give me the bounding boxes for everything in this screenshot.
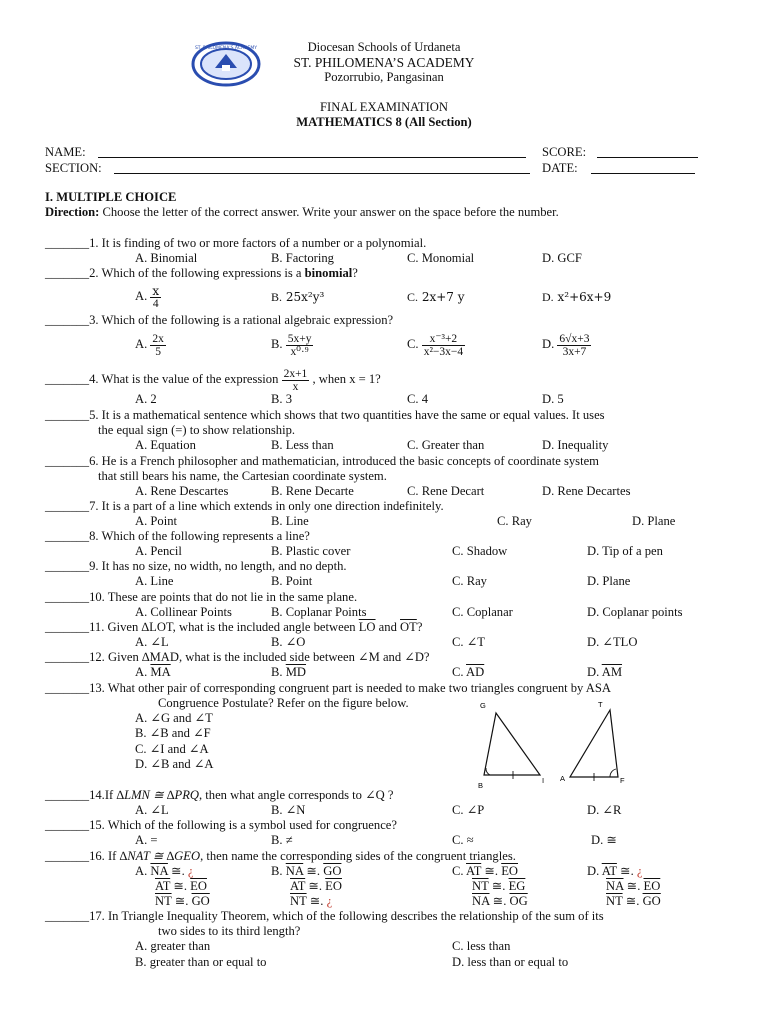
q16-option-d: D. $\overline{AT}$ ≅. ¿ (587, 864, 643, 878)
school-location: Pozorrubio, Pangasinan (324, 70, 444, 84)
q16-option-c: C. $\overline{AT}$ ≅. $\overline{EO}$ (452, 864, 518, 878)
q13-option-a: A. ∠G and ∠T (135, 711, 213, 725)
question-6-cont: that still bears his name, the Cartesian coordinate system. (98, 469, 387, 483)
q4-option-b: B. 3 (271, 392, 292, 406)
date-label: DATE: (542, 161, 578, 175)
diocese-name: Diocesan Schools of Urdaneta (307, 40, 461, 54)
q3-option-c: C. $\frac{\text{x⁻³+2}}{\text{x²−3x−4}}$ (407, 332, 464, 358)
q8-option-b: B. Plastic cover (271, 544, 351, 558)
q11-option-c: C. ∠T (452, 635, 485, 649)
q11-option-d: D. ∠TLO (587, 635, 638, 649)
section-label: SECTION: (45, 161, 102, 175)
q17-option-b: B. greater than or equal to (135, 955, 267, 969)
q6-option-d: D. Rene Decartes (542, 484, 631, 498)
q17-option-a: A. greater than (135, 939, 211, 953)
q13-option-d: D. ∠B and ∠A (135, 757, 214, 771)
q7-option-a: A. Point (135, 514, 177, 528)
q8-option-d: D. Tip of a pen (587, 544, 663, 558)
q2-option-b: B. 25x²y³ (271, 290, 325, 304)
q5-option-d: D. Inequality (542, 438, 609, 452)
q5-option-b: B. Less than (271, 438, 334, 452)
q15-option-a: A. = (135, 833, 158, 847)
q16-option-b-line-3: $\overline{NT}$ ≅. ¿ (290, 894, 333, 908)
q5-option-a: A. Equation (135, 438, 196, 452)
question-1: _______1. It is finding of two or more factors of a number or a polynomial. (45, 236, 427, 250)
part-title: I. MULTIPLE CHOICE (45, 190, 177, 204)
vertex-label-b: B (478, 781, 484, 790)
q9-option-b: B. Point (271, 574, 313, 588)
question-5: _______5. It is a mathematical sentence which shows that two quantities have the same or equal values. It uses (45, 408, 605, 422)
exam-title: FINAL EXAMINATION (320, 100, 448, 114)
triangle-gbi (478, 701, 544, 790)
question-13: _______13. What other pair of corresponding congruent part is needed to make two triangles congruent by ASA (45, 681, 611, 695)
score-field[interactable] (597, 157, 698, 158)
q14-option-b: B. ∠N (271, 803, 306, 817)
q16-option-c-line-3: $\overline{NA}$ ≅. $\overline{OG}$ (472, 894, 528, 908)
vertex-label-t: T (598, 700, 603, 709)
q14-option-c: C. ∠P (452, 803, 485, 817)
q10-option-a: A. Collinear Points (135, 605, 232, 619)
q10-option-b: B. Coplanar Points (271, 605, 367, 619)
svg-text:ST. PHILOMENA'S ACADEMY: ST. PHILOMENA'S ACADEMY (194, 46, 258, 51)
q12-option-c: C. $\overline{AD}$ (452, 665, 485, 679)
q3-option-d: D. $\frac{6√x+3}{3x+7}$ (542, 332, 590, 358)
q6-option-a: A. Rene Descartes (135, 484, 229, 498)
q4-option-c: C. 4 (407, 392, 428, 406)
q16-option-d-line-3: $\overline{NT}$ ≅. $\overline{GO}$ (606, 894, 661, 908)
question-2: _______2. Which of the following expressions is a binomial? (45, 266, 358, 280)
q3-option-b: B. $\frac{5x+y}{\text{x⁰·⁹}}$ (271, 332, 312, 358)
score-label: SCORE: (542, 145, 587, 159)
q16-option-c-line-2: $\overline{NT}$ ≅. $\overline{EG}$ (472, 879, 526, 893)
congruent-triangles-figure (476, 697, 636, 793)
vertex-label-f: F (620, 776, 625, 785)
q6-option-c: C. Rene Decart (407, 484, 485, 498)
question-4: _______4. What is the value of the expression $\frac{2x+1}{x}$ , when x = 1? (45, 367, 381, 393)
q9-option-a: A. Line (135, 574, 174, 588)
school-name: ST. PHILOMENA’S ACADEMY (293, 55, 475, 70)
exam-subject: MATHEMATICS 8 (All Section) (296, 115, 472, 129)
q3-option-a: A. $\frac{2x}{5}$ (135, 332, 164, 358)
name-label: NAME: (45, 145, 86, 159)
question-11: _______11. Given ∆LOT, what is the included angle between $\overline{LO}$ and $\overline{OT}$? (45, 620, 423, 634)
q9-option-c: C. Ray (452, 574, 487, 588)
question-17-cont: two sides to its third length? (158, 924, 301, 938)
q13-option-c: C. ∠I and ∠A (135, 742, 209, 756)
q15-option-b: B. ≠ (271, 833, 293, 847)
q17-option-d: D. less than or equal to (452, 955, 569, 969)
section-field[interactable] (114, 173, 530, 174)
q16-option-d-line-2: $\overline{NA}$ ≅. $\overline{EO}$ (606, 879, 661, 893)
triangle-taf (560, 700, 625, 785)
question-3: _______3. Which of the following is a rational algebraic expression? (45, 313, 394, 327)
q1-option-b: B. Factoring (271, 251, 334, 265)
vertex-label-a: A (560, 774, 566, 783)
q13-option-b: B. ∠B and ∠F (135, 726, 211, 740)
q1-option-a: A. Binomial (135, 251, 198, 265)
q16-option-b-line-2: $\overline{AT}$ ≅. $\overline{EO}$ (290, 879, 342, 893)
question-16: _______16. If ∆NAT ≅ ∆GEO, then name the corresponding sides of the congruent triangles. (45, 849, 516, 863)
question-17: _______17. In Triangle Inequality Theorem, which of the following describes the relationship of the sum of its (45, 909, 604, 923)
q11-option-a: A. ∠L (135, 635, 169, 649)
q17-option-c: C. less than (452, 939, 511, 953)
q8-option-c: C. Shadow (452, 544, 508, 558)
q16-option-a-line-2: $\overline{AT}$ ≅. $\overline{EO}$ (155, 879, 207, 893)
question-12: _______12. Given ∆MAD, what is the included side between ∠M and ∠D? (45, 650, 430, 664)
q7-option-d: D. Plane (632, 514, 676, 528)
question-7: _______7. It is a part of a line which extends in only one direction indefinitely. (45, 499, 444, 513)
vertex-label-i: I (542, 776, 545, 785)
q14-option-d: D. ∠R (587, 803, 622, 817)
question-9: _______9. It has no size, no width, no length, and no depth. (45, 559, 347, 573)
q2-option-d: D. x²+6x+9 (542, 290, 612, 304)
q14-option-a: A. ∠L (135, 803, 169, 817)
q2-option-a: A. $\frac{x}{4}$ (135, 283, 160, 310)
q7-option-b: B. Line (271, 514, 309, 528)
q9-option-d: D. Plane (587, 574, 631, 588)
q8-option-a: A. Pencil (135, 544, 182, 558)
q12-option-b: B. $\overline{MD}$ (271, 665, 307, 679)
q5-option-c: C. Greater than (407, 438, 485, 452)
question-15: _______15. Which of the following is a symbol used for congruence? (45, 818, 397, 832)
q16-option-a-line-3: $\overline{NT}$ ≅. $\overline{GO}$ (155, 894, 210, 908)
q15-option-d: D. ≅ (591, 833, 617, 847)
question-10: _______10. These are points that do not lie in the same plane. (45, 590, 358, 604)
q4-option-a: A. 2 (135, 392, 157, 406)
q10-option-c: C. Coplanar (452, 605, 513, 619)
question-8: _______8. Which of the following represents a line? (45, 529, 310, 543)
question-14: _______14.If ∆LMN ≅ ∆PRQ, then what angle corresponds to ∠Q ? (45, 788, 394, 802)
q7-option-c: C. Ray (497, 514, 532, 528)
q6-option-b: B. Rene Decarte (271, 484, 354, 498)
q15-option-c: C. ≈ (452, 833, 474, 847)
question-5-cont: the equal sign (=) to show relationship. (98, 423, 296, 437)
q16-option-b: B. $\overline{NA}$ ≅. $\overline{GO}$ (271, 864, 342, 878)
q12-option-a: A. $\overline{MA}$ (135, 665, 171, 679)
date-field[interactable] (591, 173, 695, 174)
q16-option-a: A. $\overline{NA}$ ≅. ¿ (135, 864, 194, 878)
q11-option-b: B. ∠O (271, 635, 306, 649)
q12-option-d: D. $\overline{AM}$ (587, 665, 623, 679)
name-field[interactable] (98, 157, 526, 158)
vertex-label-g: G (480, 701, 486, 710)
q2-option-c: C. 2x+7 y (407, 290, 465, 304)
q10-option-d: D. Coplanar points (587, 605, 683, 619)
question-13-cont: Congruence Postulate? Refer on the figure below. (158, 696, 409, 710)
q1-option-d: D. GCF (542, 251, 582, 265)
q1-option-c: C. Monomial (407, 251, 475, 265)
question-6: _______6. He is a French philosopher and mathematician, introduced the basic concepts of coordinate system (45, 454, 599, 468)
direction: Direction: Choose the letter of the correct answer. Write your answer on the space before the number. (45, 205, 559, 219)
q4-option-d: D. 5 (542, 392, 564, 406)
